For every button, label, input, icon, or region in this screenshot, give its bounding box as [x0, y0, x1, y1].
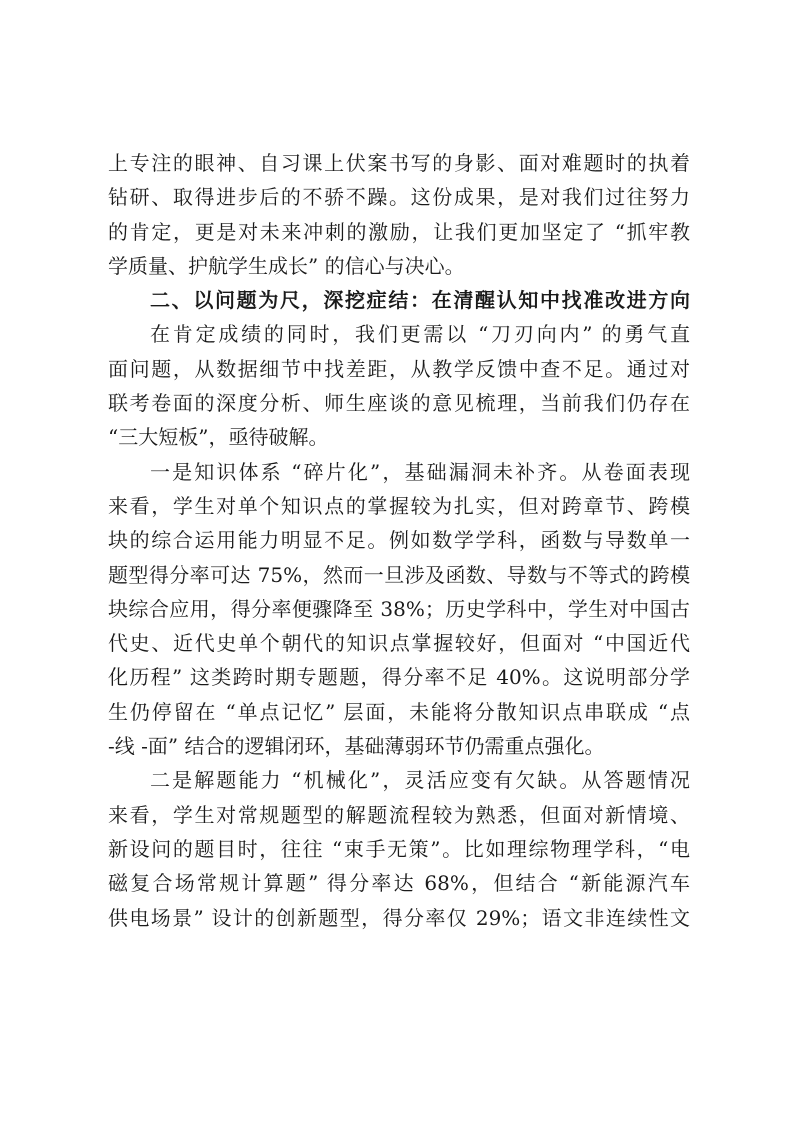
paragraph-line: “三大短板”，亟待破解。 — [108, 425, 329, 450]
paragraph-line: 二是解题能力 “机械化”，灵活应变有欠缺。从答题情况 — [150, 768, 690, 793]
paragraph-line: 一是知识体系 “碎片化”，基础漏洞未补齐。从卷面表现 — [150, 459, 690, 484]
paragraph-line: 联考卷面的深度分析、师生座谈的意见梳理，当前我们仍存在 — [108, 391, 690, 416]
paragraph-line: 的肯定，更是对未来冲刺的激励，让我们更加坚定了 “抓牢教 — [108, 219, 690, 244]
body-text — [108, 146, 690, 935]
paragraph-line: 化历程” 这类跨时期专题题，得分率不足 40%。这说明部分学 — [108, 665, 690, 690]
paragraph-line: 面问题，从数据细节中找差距，从教学反馈中查不足。通过对 — [108, 356, 690, 381]
paragraph-line: 磁复合场常规计算题” 得分率达 68%，但结合 “新能源汽车 — [108, 871, 690, 896]
paragraph-line: 在肯定成绩的同时，我们更需以 “刀刃向内” 的勇气直 — [150, 322, 690, 347]
paragraph-line: 生仍停留在 “单点记忆” 层面，未能将分散知识点串联成 “点 — [108, 699, 690, 724]
paragraph-line: 代史、近代史单个朝代的知识点掌握较好，但面对 “中国近代 — [108, 631, 690, 656]
paragraph-line: 来看，学生对单个知识点的掌握较为扎实，但对跨章节、跨模 — [108, 493, 690, 518]
paragraph-line: -线 -面” 结合的逻辑闭环，基础薄弱环节仍需重点强化。 — [108, 734, 605, 759]
paragraph-line: 学质量、护航学生成长” 的信心与决心。 — [108, 253, 465, 278]
paragraph-line: 来看，学生对常规题型的解题流程较为熟悉，但面对新情境、 — [108, 802, 690, 827]
section-heading: 二、以问题为尺，深挖症结：在清醒认知中找准改进方向 — [150, 288, 690, 313]
paragraph-line: 块的综合运用能力明显不足。例如数学学科，函数与导数单一 — [108, 528, 690, 553]
paragraph-line: 块综合应用，得分率便骤降至 38%；历史学科中，学生对中国古 — [108, 596, 690, 621]
paragraph-line: 新设问的题目时，往往 “束手无策”。比如理综物理学科，“电 — [108, 836, 690, 861]
paragraph-line: 钻研、取得进步后的不骄不躁。这份成果，是对我们过往努力 — [108, 185, 690, 210]
paragraph-line: 题型得分率可达 75%，然而一旦涉及函数、导数与不等式的跨模 — [108, 562, 690, 587]
paragraph-line: 供电场景” 设计的创新题型，得分率仅 29%；语文非连续性文 — [108, 905, 690, 930]
paragraph-line: 上专注的眼神、自习课上伏案书写的身影、面对难题时的执着 — [108, 151, 690, 175]
